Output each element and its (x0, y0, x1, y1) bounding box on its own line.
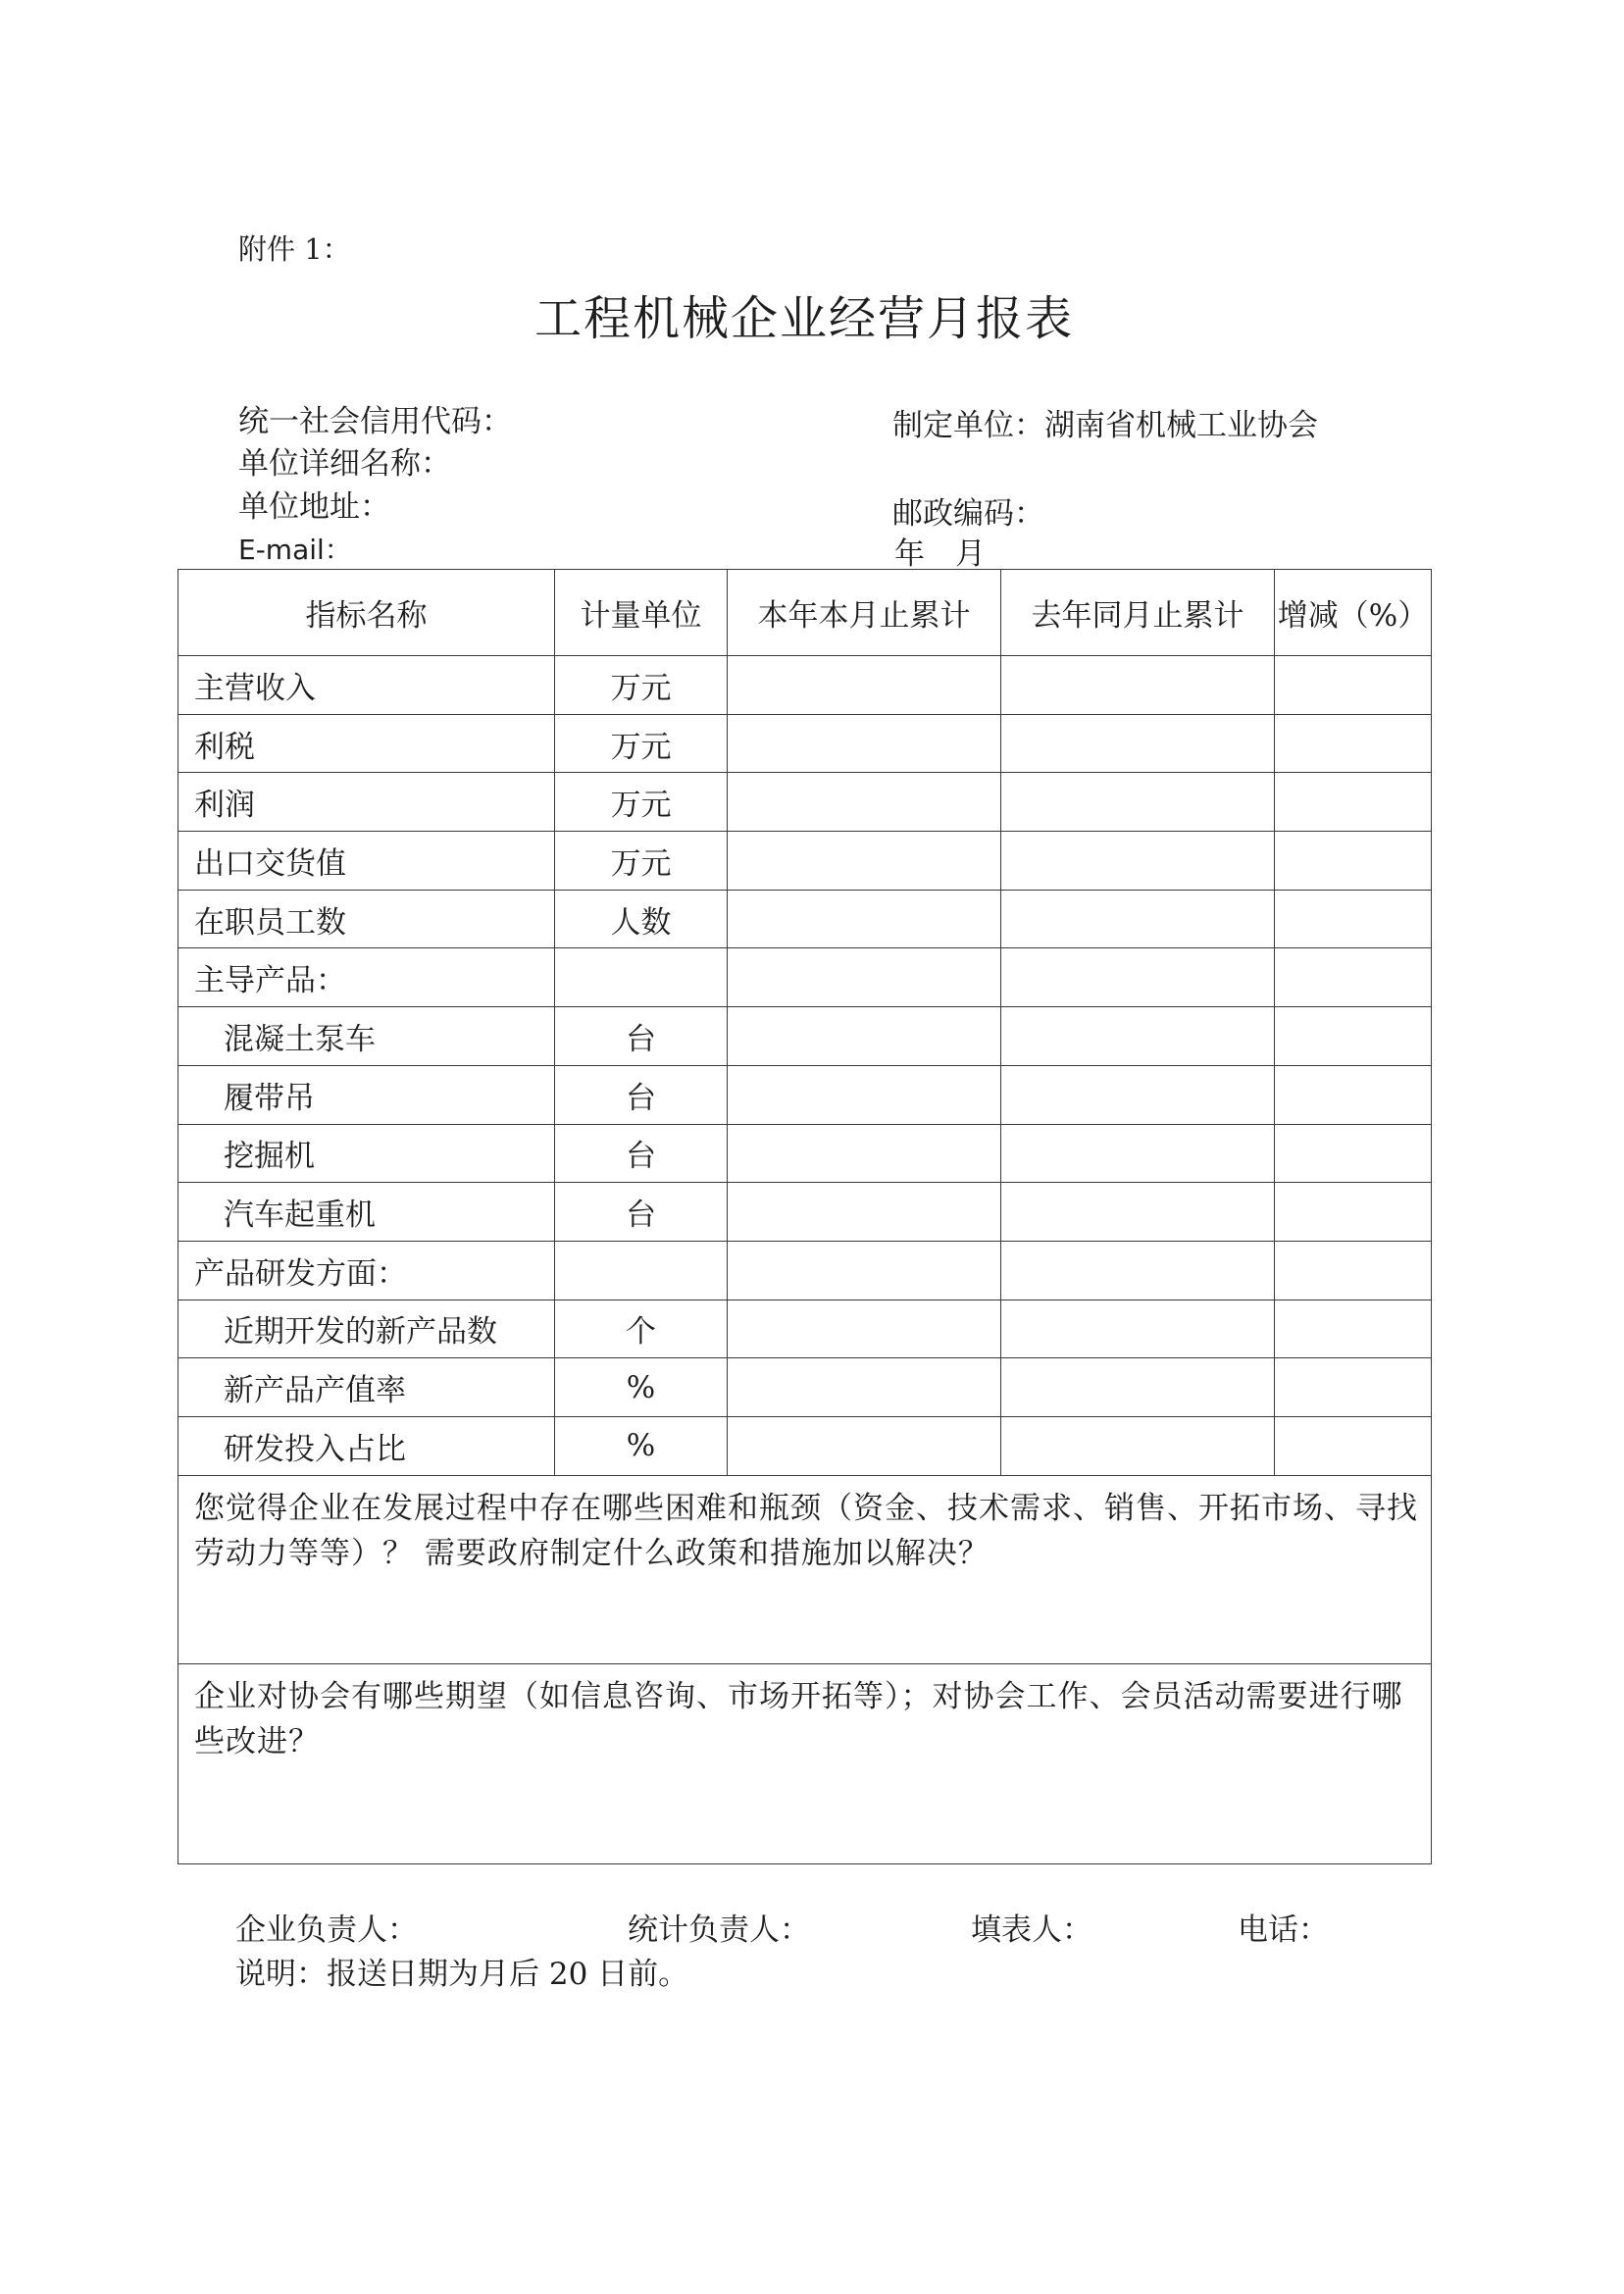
issuer-label: 制定单位：湖南省机械工业协会 (892, 408, 1318, 443)
unit-cell: 万元 (555, 773, 728, 832)
column-header-this-year: 本年本月止累计 (728, 570, 1001, 656)
table-row (178, 832, 1432, 891)
table-row (178, 890, 1432, 948)
question-row (178, 1475, 1432, 1663)
indicator-name: 汽车起重机 (178, 1183, 555, 1242)
unit-cell: 万元 (555, 832, 728, 891)
stats-label: 统计负责人： (628, 1912, 810, 1948)
this-year-cell[interactable] (728, 1300, 1001, 1358)
column-header-change: 增减（%） (1275, 570, 1432, 656)
this-year-cell[interactable] (728, 890, 1001, 948)
email-label: E-mail： (238, 534, 352, 566)
change-cell[interactable] (1275, 773, 1432, 832)
change-cell[interactable] (1275, 1007, 1432, 1066)
unit-cell: % (555, 1358, 728, 1417)
this-year-cell[interactable] (728, 656, 1001, 715)
change-cell[interactable] (1275, 1065, 1432, 1124)
change-cell[interactable] (1275, 1183, 1432, 1242)
page-title: 工程机械企业经营月报表 (533, 291, 1074, 346)
this-year-cell[interactable] (728, 773, 1001, 832)
year-month-label: 年 月 (894, 536, 986, 572)
unit-cell: 台 (555, 1124, 728, 1183)
table-row (178, 1007, 1432, 1066)
unit-name-label: 单位详细名称： (238, 446, 451, 482)
last-year-cell[interactable] (1001, 948, 1275, 1007)
table-row (178, 1124, 1432, 1183)
this-year-cell[interactable] (728, 1007, 1001, 1066)
indicator-name: 挖掘机 (178, 1124, 555, 1183)
this-year-cell[interactable] (728, 1416, 1001, 1475)
unit-cell: 个 (555, 1300, 728, 1358)
last-year-cell[interactable] (1001, 1300, 1275, 1358)
postcode-label: 邮政编码： (892, 496, 1044, 532)
last-year-cell[interactable] (1001, 832, 1275, 891)
indicator-name: 在职员工数 (178, 890, 555, 948)
indicator-name: 近期开发的新产品数 (178, 1300, 555, 1358)
last-year-cell[interactable] (1001, 773, 1275, 832)
indicator-name: 利税 (178, 714, 555, 773)
indicator-name: 混凝土泵车 (178, 1007, 555, 1066)
unit-cell: 台 (555, 1007, 728, 1066)
indicator-name: 出口交货值 (178, 832, 555, 891)
this-year-cell[interactable] (728, 948, 1001, 1007)
indicator-name: 主导产品： (178, 948, 555, 1007)
change-cell[interactable] (1275, 832, 1432, 891)
change-cell[interactable] (1275, 656, 1432, 715)
unit-cell: 台 (555, 1065, 728, 1124)
column-header-last-year: 去年同月止累计 (1001, 570, 1275, 656)
last-year-cell[interactable] (1001, 890, 1275, 948)
last-year-cell[interactable] (1001, 1065, 1275, 1124)
report-table (178, 569, 1432, 1864)
this-year-cell[interactable] (728, 1065, 1001, 1124)
change-cell[interactable] (1275, 948, 1432, 1007)
table-row (178, 948, 1432, 1007)
unit-cell (555, 948, 728, 1007)
indicator-name: 产品研发方面： (178, 1241, 555, 1300)
table-row (178, 1358, 1432, 1417)
indicator-name: 主营收入 (178, 656, 555, 715)
table-row (178, 656, 1432, 715)
table-row (178, 1065, 1432, 1124)
indicator-name: 利润 (178, 773, 555, 832)
table-header-row (178, 570, 1432, 656)
last-year-cell[interactable] (1001, 714, 1275, 773)
this-year-cell[interactable] (728, 714, 1001, 773)
column-header-unit: 计量单位 (555, 570, 728, 656)
last-year-cell[interactable] (1001, 1007, 1275, 1066)
note: 说明：报送日期为月后 20 日前。 (235, 1957, 689, 1992)
change-cell[interactable] (1275, 1124, 1432, 1183)
change-cell[interactable] (1275, 1241, 1432, 1300)
this-year-cell[interactable] (728, 1183, 1001, 1242)
unit-cell: 人数 (555, 890, 728, 948)
filler-label: 填表人： (971, 1912, 1092, 1948)
leader-label: 企业负责人： (235, 1912, 418, 1948)
credit-code-label: 统一社会信用代码： (238, 404, 512, 439)
change-cell[interactable] (1275, 1416, 1432, 1475)
change-cell[interactable] (1275, 890, 1432, 948)
last-year-cell[interactable] (1001, 1241, 1275, 1300)
last-year-cell[interactable] (1001, 1124, 1275, 1183)
last-year-cell[interactable] (1001, 1358, 1275, 1417)
unit-cell: % (555, 1416, 728, 1475)
unit-cell: 万元 (555, 656, 728, 715)
this-year-cell[interactable] (728, 1241, 1001, 1300)
report-table-body (178, 570, 1432, 1864)
question-2-cell[interactable]: 企业对协会有哪些期望（如信息咨询、市场开拓等）；对协会工作、会员活动需要进行哪些改进？ (178, 1663, 1432, 1863)
indicator-name: 新产品产值率 (178, 1358, 555, 1417)
indicator-name: 履带吊 (178, 1065, 555, 1124)
unit-cell: 台 (555, 1183, 728, 1242)
table-row (178, 1300, 1432, 1358)
table-row (178, 1241, 1432, 1300)
phone-label: 电话： (1238, 1912, 1329, 1948)
change-cell[interactable] (1275, 1300, 1432, 1358)
indicator-name: 研发投入占比 (178, 1416, 555, 1475)
last-year-cell[interactable] (1001, 1416, 1275, 1475)
last-year-cell[interactable] (1001, 656, 1275, 715)
address-label: 单位地址： (238, 489, 390, 525)
unit-cell (555, 1241, 728, 1300)
column-header-indicator: 指标名称 (178, 570, 555, 656)
table-row (178, 1183, 1432, 1242)
this-year-cell[interactable] (728, 832, 1001, 891)
table-row (178, 1416, 1432, 1475)
table-row (178, 773, 1432, 832)
question-1-cell[interactable]: 您觉得企业在发展过程中存在哪些困难和瓶颈（资金、技术需求、销售、开拓市场、寻找劳动力等等）？ 需要政府制定什么政策和措施加以解决？ (178, 1475, 1432, 1663)
change-cell[interactable] (1275, 714, 1432, 773)
last-year-cell[interactable] (1001, 1183, 1275, 1242)
this-year-cell[interactable] (728, 1124, 1001, 1183)
attachment-label: 附件 1： (238, 232, 351, 266)
table-row (178, 714, 1432, 773)
change-cell[interactable] (1275, 1358, 1432, 1417)
this-year-cell[interactable] (728, 1358, 1001, 1417)
unit-cell: 万元 (555, 714, 728, 773)
question-row (178, 1663, 1432, 1863)
